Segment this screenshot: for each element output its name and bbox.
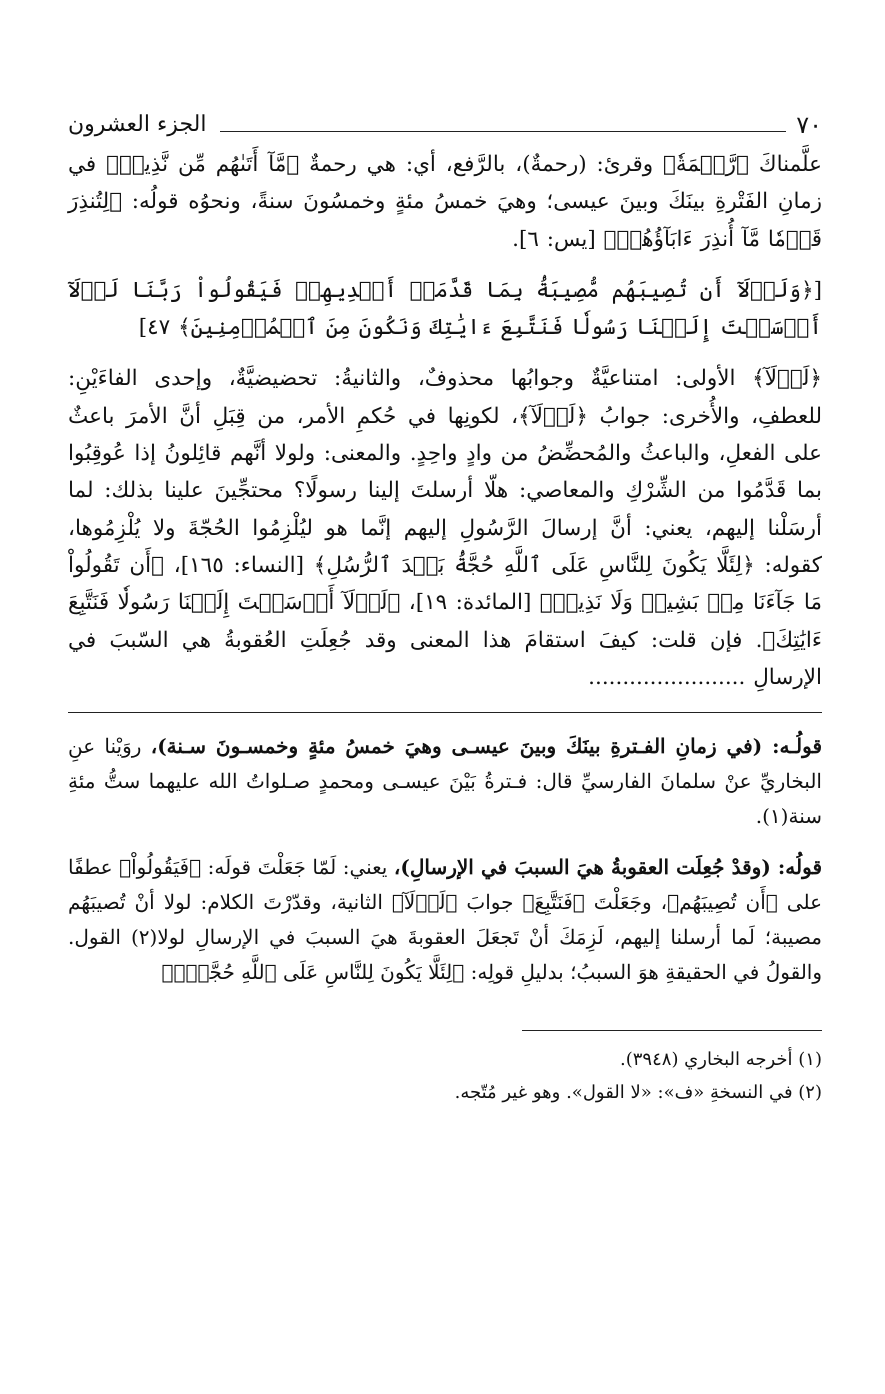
quran-verse-block: [﴿وَلَوۡلَآ أَن تُصِيبَهُم مُّصِيبَةُۢ بِمَا قَدَّمَتۡ أَيۡدِيهِمۡ فَيَقُولُواْ رَبَّنَا لَوۡلَآ أَرۡسَلۡتَ إِلَيۡنَا رَسُولٗا فَنَتَّبِعَ ءَايَٰتِكَ وَنَكُونَ مِنَ ٱلۡمُؤۡمِنِينَ﴾ ٤٧] [68,277,822,341]
continuation-dots: ....................... [588,664,746,690]
page-header [68,105,822,141]
page-number: ٧٠ [796,111,822,139]
gloss-section [68,729,822,990]
footnote-1: (١) أخرجه البخاري (٣٩٤٨). [620,1049,822,1071]
commentary-paragraph-1: علَّمناكَ ﴿رَّحۡمَةٗ﴾ وقرئ: (رحمةٌ)، بالرَّفع، أي: هي رحمةٌ ﴿مَّآ أَتَىٰهُم مِّن نَّذِيرٖ﴾ في زمانِ الفَتْرةِ بينَكَ وبينَ عيسى؛ وهيَ خمسُ مئةٍ وخمسُونَ سنةً، ونحوُه قولُه: ﴿لِتُنذِرَ قَوۡمٗا مَّآ أُنذِرَ ءَابَآؤُهُمۡ﴾ [يس: ٦]. [68,152,822,252]
commentary-paragraph-2 [68,360,822,696]
gloss-lemma-1: قولُـه: (في زمانِ الفـترةِ بينَكَ وبينَ عيسـى وهيَ خمسُ مئةٍ وخمسـونَ سـنة)، [150,734,823,759]
gloss-text-2: يعني: لَمّا جَعَلْتَ قولَه: ﴿فَيَقُولُواْ﴾ عطفًا على ﴿أَن تُصِيبَهُم﴾، وجَعَلْتَ ﴿فَنَتَّبِعَ﴾ جوابَ ﴿لَوۡلَآ﴾ الثانية، وقدّرْتَ الكلام: لولا أنْ تُصيبَهُم مصيبة؛ لَما أرسلنا إليهم، لَزِمَكَ أنْ تَجعَلَ العقوبةَ هيَ السببَ في الإرسالِ لولا(٢) القول. والقولُ في الحقيقةِ هوَ السببُ؛ بدليلِ قولِه: ﴿لِئَلَّا يَكُونَ لِلنَّاسِ عَلَى ٱللَّهِ حُجَّةُۢ﴾ [68,855,822,985]
header-rule [220,131,786,132]
gloss-lemma-2: قولُه: (وقدْ جُعِلَت العقوبةُ هيَ السببَ في الإرسالِ)، [393,855,823,880]
commentary-text: ﴿لَوۡلَآ﴾ الأولى: امتناعيَّةٌ وجوابُها محذوفٌ، والثانيةُ: تحضيضيَّةٌ، وإحدى الفاءَيْنِ: للعطفِ، والأُخرى: جوابُ ﴿لَوۡلَآ﴾، لكونِها في حُكمِ الأمر، من قِبَلِ أنَّ الأمرَ باعثٌ على الفعلِ، والباعثُ والمُحضِّضُ من وادٍ واحِدٍ. والمعنى: ولولا أنَّهم قائِلونُ إذا عُوقِبُوا بما قَدَّمُوا من الشِّرْكِ والمعاصي: هلّا أرسلتَ إلينا رسولًا؟ محتجِّينَ علينا بذلك: لما أرسَلْنا إليهم، يعني: أنَّ إرسالَ الرَّسُولِ إليهم إنَّما هو ليُلْزِمُوا الحُجّةَ ولا يُلْزِمُوها، كقوله: ﴿لِئَلَّا يَكُونَ لِلنَّاسِ عَلَى ٱللَّهِ حُجَّةُۢ بَعۡدَ ٱلرُّسُلِ﴾ [النساء: ١٦٥]، ﴿أَن تَقُولُواْ مَا جَآءَنَا مِنۢ بَشِيرٖ وَلَا نَذِيرٖ﴾ [المائدة: ١٩]، ﴿لَوۡلَآ أَرۡسَلۡتَ إِلَيۡنَا رَسُولٗا فَنَتَّبِعَ ءَايَٰتِكَ﴾. فإن قلت: كيفَ استقامَ هذا المعنى وقد جُعِلَتِ العُقوبةُ هي السّببَ في الإرسالِ [68,366,822,690]
main-text [68,146,822,696]
footnote-rule [522,1030,822,1031]
gloss-note-1 [68,729,822,834]
book-page [68,105,822,1109]
footnotes [68,1043,822,1109]
gloss-text-1: روَيْنا عنِ البخاريِّ عنْ سلمانَ الفارسيِّ قال: فـترةُ بَيْنَ عيسـى ومحمدٍ صـلواتُ الله عليهما ستُّ مئةِ سنة(١). [68,734,822,829]
gloss-note-2 [68,850,822,990]
section-divider [68,712,822,713]
running-title: الجزء العشرون [68,112,207,137]
footnote-2: (٢) في النسخةِ «ف»: «لا القول». وهو غير مُتّجه. [454,1082,822,1104]
